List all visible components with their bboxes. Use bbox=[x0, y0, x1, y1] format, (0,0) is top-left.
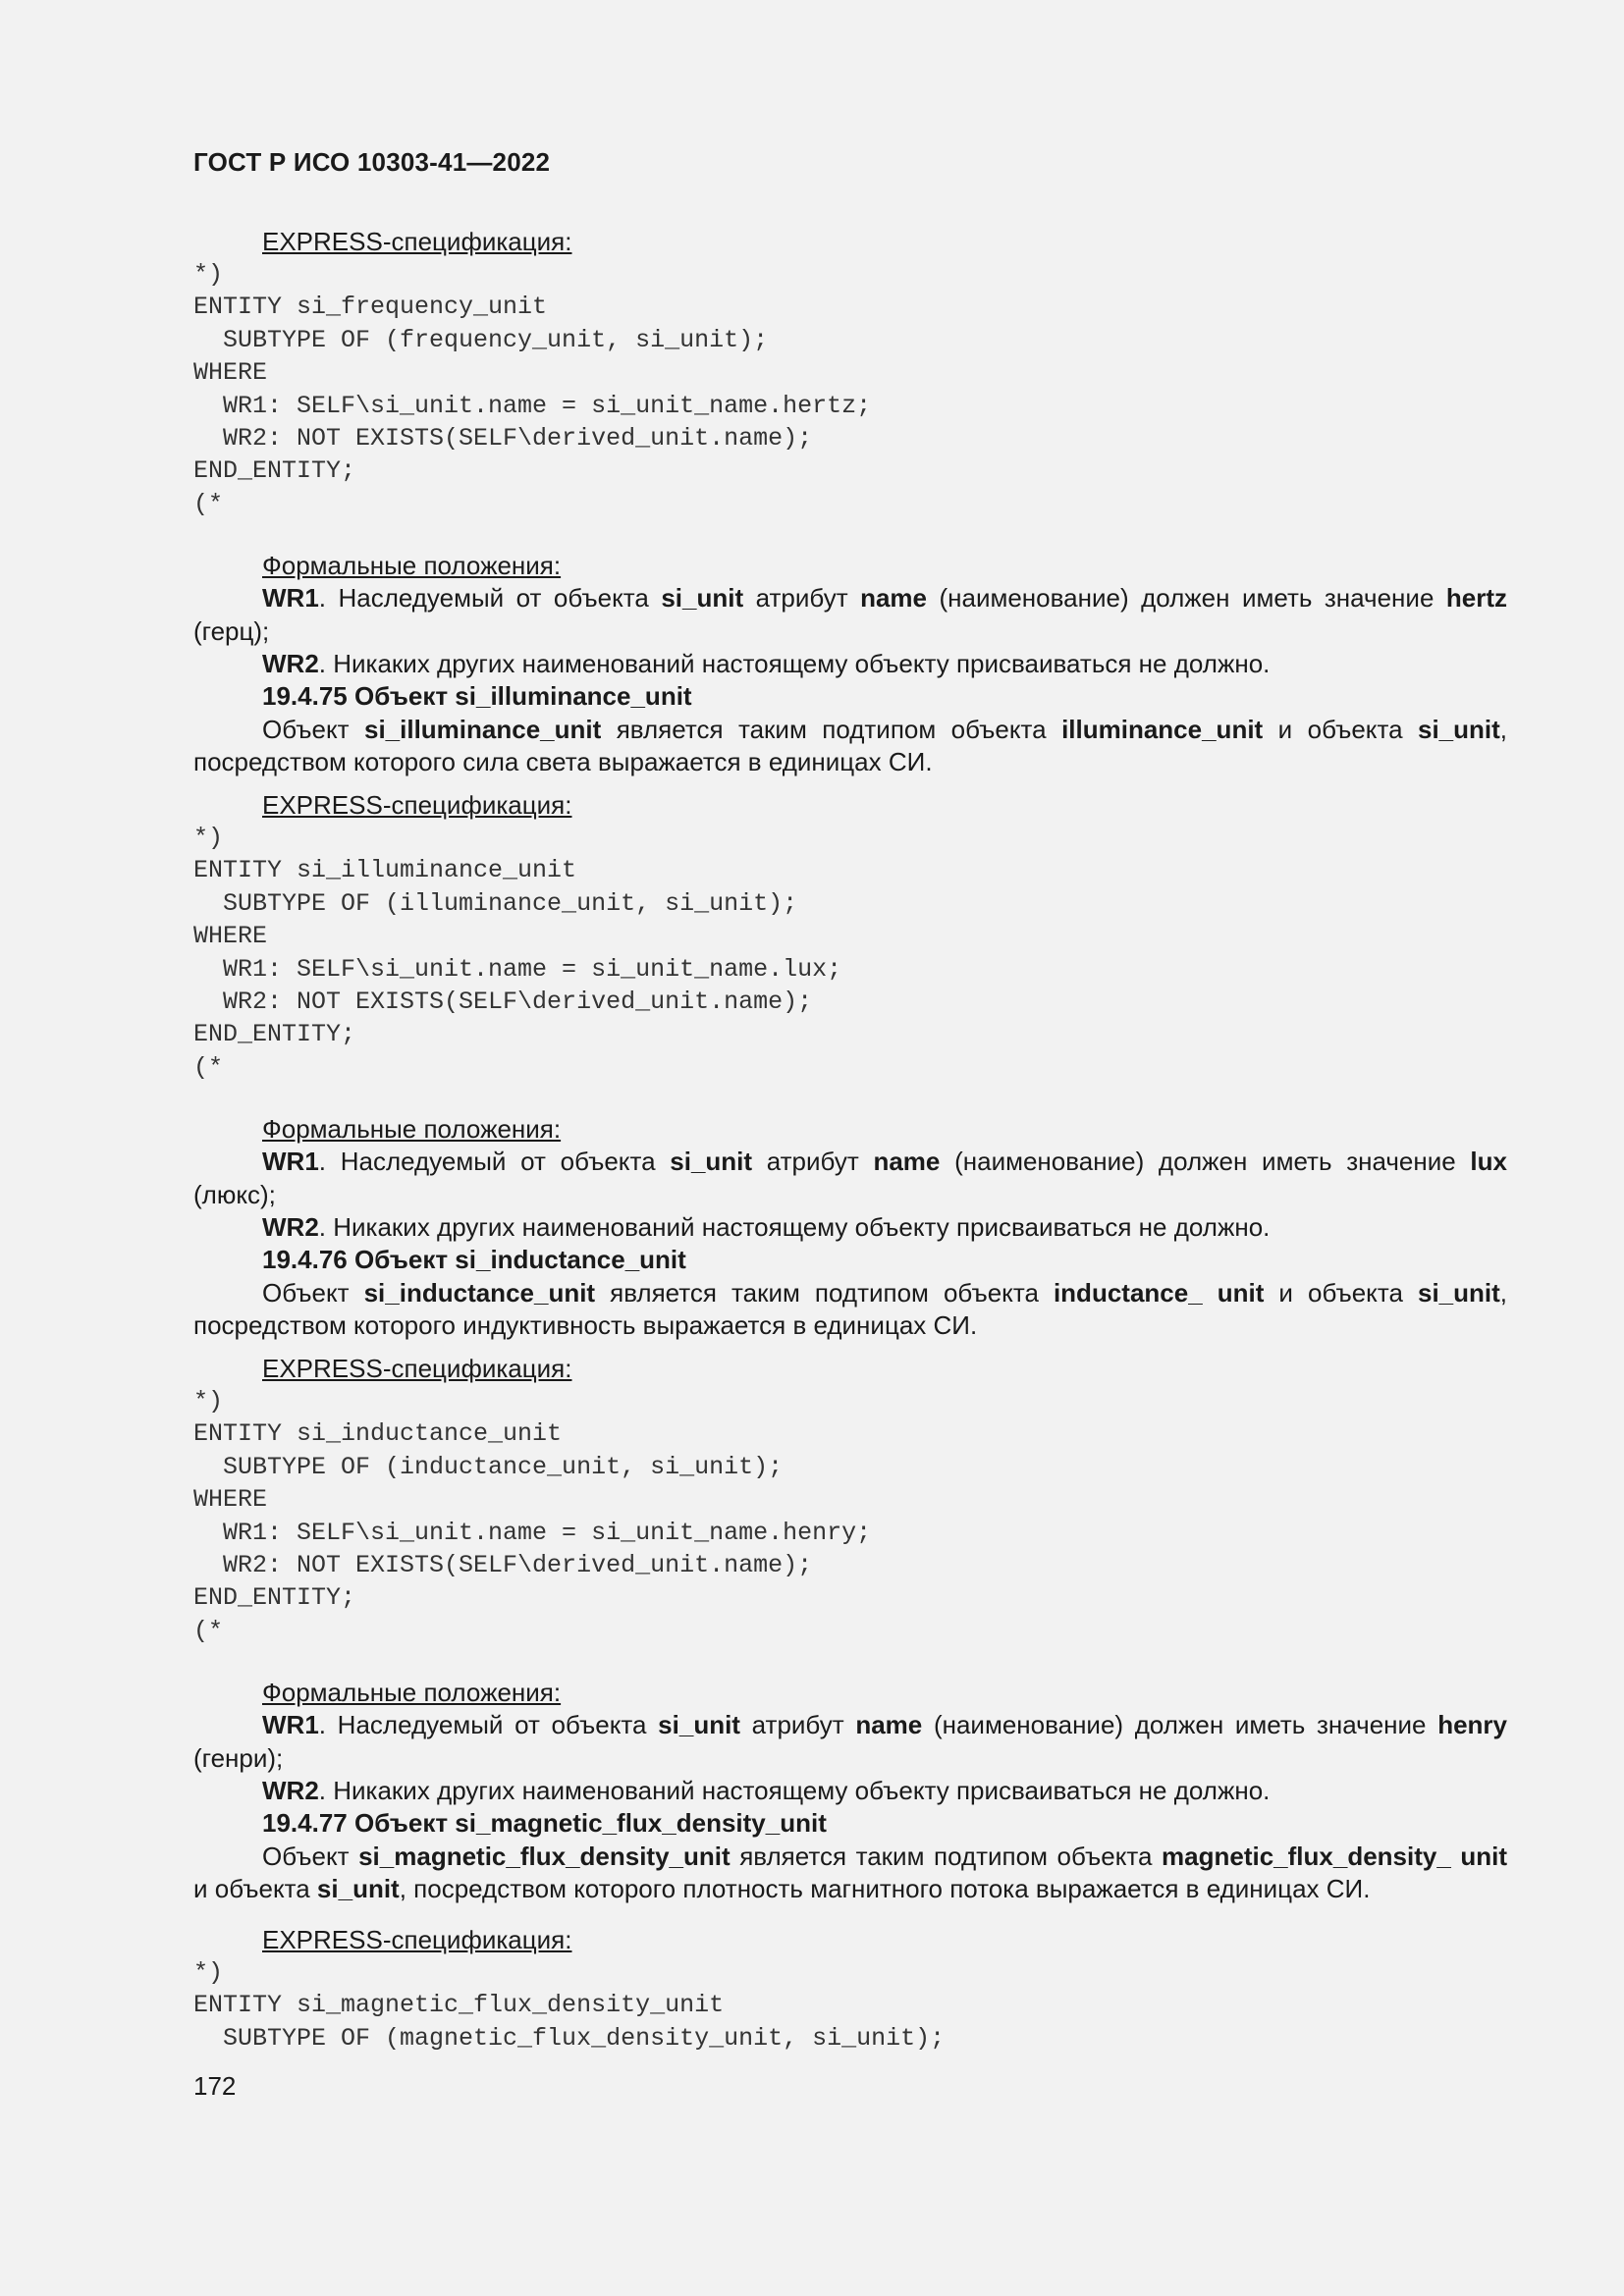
wr2-inductance: WR2. Никаких других наименований настоящему объекту присваиваться не должно. bbox=[262, 1776, 1271, 1806]
express-code-illuminance: *) ENTITY si_illuminance_unit SUBTYPE OF (illuminance_unit, si_unit); WHERE WR1: SELF\si_unit.name = si_unit_name.lux; WR2: NOT EXISTS(SELF\derived_unit.name); END_ENTITY; (* bbox=[193, 824, 842, 1082]
formal-label: Формальные положения: bbox=[262, 1114, 562, 1145]
express-label: EXPRESS-спецификация: bbox=[262, 227, 572, 256]
section-magnetic-flux bbox=[193, 1924, 1507, 2055]
heading-19-4-76: 19.4.76 Объект si_inductance_unit bbox=[262, 1245, 686, 1275]
wr2-illuminance: WR2. Никаких других наименований настоящему объекту присваиваться не должно. bbox=[262, 1212, 1271, 1243]
heading-19-4-75: 19.4.75 Объект si_illuminance_unit bbox=[262, 681, 692, 712]
section-frequency bbox=[193, 226, 1507, 779]
section-inductance bbox=[193, 1353, 1507, 1906]
heading-19-4-77: 19.4.77 Объект si_magnetic_flux_density_unit bbox=[262, 1808, 827, 1839]
wr1-inductance: WR1. Наследуемый от объекта si_unit атрибут name (наименование) должен иметь значение henry (генри); bbox=[193, 1710, 1507, 1773]
express-label: EXPRESS-спецификация: bbox=[262, 790, 572, 820]
express-code-inductance: *) ENTITY si_inductance_unit SUBTYPE OF (inductance_unit, si_unit); WHERE WR1: SELF\si_unit.name = si_unit_name.henry; WR2: NOT EXISTS(SELF\derived_unit.name); END_ENTITY; (* bbox=[193, 1387, 872, 1645]
desc-inductance: Объект si_inductance_unit является таким подтипом объекта inductance_ unit и объекта si_unit, посредством которого индуктивность выражается в единицах СИ. bbox=[193, 1277, 1508, 1341]
express-label: EXPRESS-спецификация: bbox=[262, 1354, 572, 1383]
section-illuminance bbox=[193, 789, 1507, 1343]
formal-label: Формальные положения: bbox=[262, 1678, 562, 1708]
desc-magnetic-flux: Объект si_magnetic_flux_density_unit является таким подтипом объекта magnetic_flux_density_ unit и объекта si_unit, посредством которого плотность магнитного потока выражается в единицах СИ. bbox=[193, 1841, 1507, 1904]
document-header: ГОСТ Р ИСО 10303-41—2022 bbox=[193, 147, 551, 177]
formal-label: Формальные положения: bbox=[262, 551, 562, 581]
express-code-frequency: *) ENTITY si_frequency_unit SUBTYPE OF (frequency_unit, si_unit); WHERE WR1: SELF\si_unit.name = si_unit_name.hertz; WR2: NOT EXISTS(SELF\derived_unit.name); END_ENTITY; (* bbox=[193, 260, 872, 518]
wr2-frequency: WR2. Никаких других наименований настоящему объекту присваиваться не должно. bbox=[262, 649, 1271, 679]
express-code-magnetic-flux: *) ENTITY si_magnetic_flux_density_unit SUBTYPE OF (magnetic_flux_density_unit, si_unit); bbox=[193, 1958, 946, 2053]
wr1-illuminance: WR1. Наследуемый от объекта si_unit атрибут name (наименование) должен иметь значение lux (люкс); bbox=[193, 1147, 1507, 1209]
page-number: 172 bbox=[193, 2071, 237, 2101]
express-label: EXPRESS-спецификация: bbox=[262, 1925, 572, 1954]
desc-illuminance: Объект si_illuminance_unit является таким подтипом объекта illuminance_unit и объекта si_unit, посредством которого сила света выражается в единицах СИ. bbox=[193, 714, 1508, 777]
wr1-frequency: WR1. Наследуемый от объекта si_unit атрибут name (наименование) должен иметь значение hertz (герц); bbox=[193, 583, 1507, 646]
